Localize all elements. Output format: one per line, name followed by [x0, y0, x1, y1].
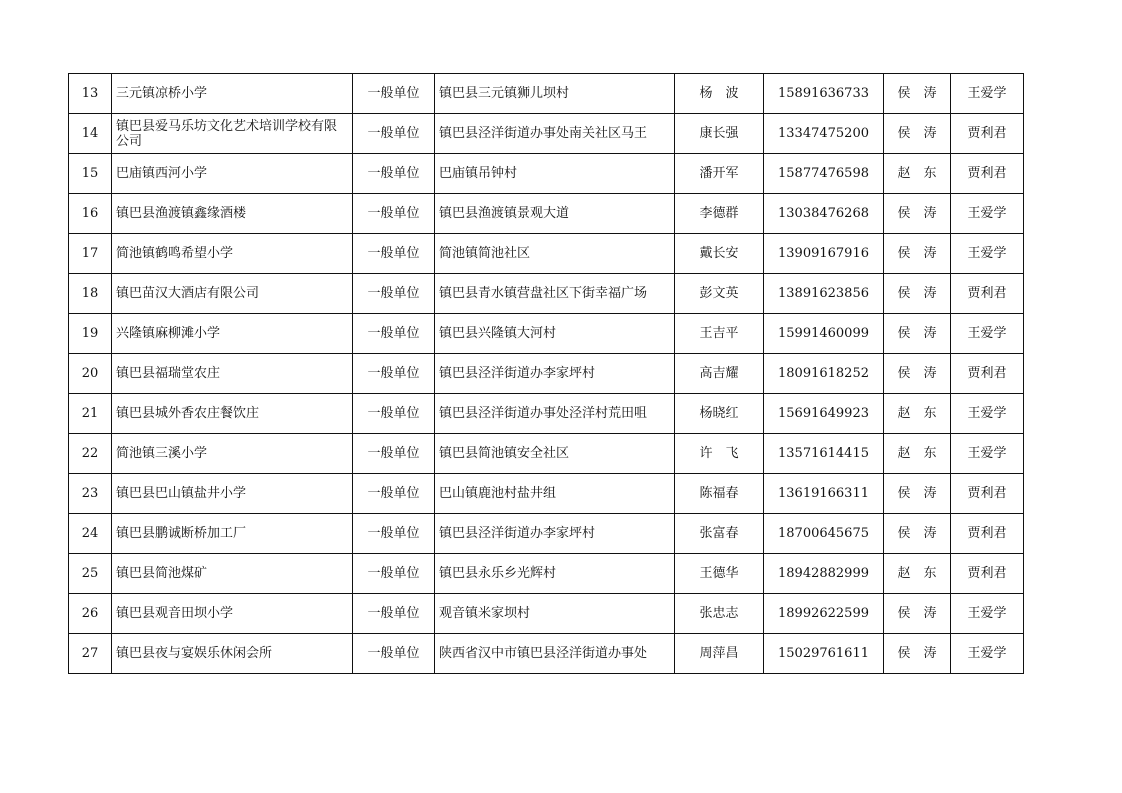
address-cell: 镇巴县泾洋街道办李家坪村	[435, 354, 675, 394]
supervisor-primary-cell: 侯 涛	[884, 514, 951, 554]
supervisor-primary-cell: 侯 涛	[884, 114, 951, 154]
unit-name-cell: 镇巴县巴山镇盐井小学	[112, 474, 353, 514]
phone-cell: 15029761611	[764, 634, 884, 674]
contact-person-cell: 杨 波	[675, 74, 764, 114]
unit-type-cell: 一般单位	[353, 234, 435, 274]
row-number-cell: 18	[69, 274, 112, 314]
supervisor-secondary-cell: 贾利君	[951, 514, 1024, 554]
unit-type-cell: 一般单位	[353, 354, 435, 394]
supervisor-primary-cell: 侯 涛	[884, 274, 951, 314]
address-cell: 观音镇米家坝村	[435, 594, 675, 634]
address-cell: 镇巴县简池镇安全社区	[435, 434, 675, 474]
phone-cell: 13571614415	[764, 434, 884, 474]
contact-person-cell: 高吉耀	[675, 354, 764, 394]
row-number-cell: 27	[69, 634, 112, 674]
row-number-cell: 21	[69, 394, 112, 434]
table-row	[69, 554, 1024, 594]
unit-name-cell: 兴隆镇麻柳滩小学	[112, 314, 353, 354]
phone-cell: 13038476268	[764, 194, 884, 234]
contact-person-cell: 陈福春	[675, 474, 764, 514]
supervisor-primary-cell: 侯 涛	[884, 594, 951, 634]
table-row	[69, 274, 1024, 314]
table-row	[69, 474, 1024, 514]
phone-cell: 13909167916	[764, 234, 884, 274]
address-cell: 镇巴县泾洋街道办事处泾洋村荒田咀	[435, 394, 675, 434]
unit-type-cell: 一般单位	[353, 394, 435, 434]
supervisor-primary-cell: 侯 涛	[884, 634, 951, 674]
table-row	[69, 594, 1024, 634]
supervisor-secondary-cell: 贾利君	[951, 354, 1024, 394]
contact-person-cell: 康长强	[675, 114, 764, 154]
contact-person-cell: 彭文英	[675, 274, 764, 314]
contact-person-cell: 李德群	[675, 194, 764, 234]
supervisor-primary-cell: 侯 涛	[884, 354, 951, 394]
contact-person-cell: 许 飞	[675, 434, 764, 474]
unit-name-cell: 镇巴县夜与宴娱乐休闲会所	[112, 634, 353, 674]
table-row	[69, 154, 1024, 194]
row-number-cell: 20	[69, 354, 112, 394]
row-number-cell: 25	[69, 554, 112, 594]
unit-name-cell: 镇巴苗汉大酒店有限公司	[112, 274, 353, 314]
address-cell: 镇巴县渔渡镇景观大道	[435, 194, 675, 234]
unit-name-cell: 镇巴县观音田坝小学	[112, 594, 353, 634]
row-number-cell: 16	[69, 194, 112, 234]
row-number-cell: 19	[69, 314, 112, 354]
contact-person-cell: 戴长安	[675, 234, 764, 274]
unit-type-cell: 一般单位	[353, 474, 435, 514]
row-number-cell: 22	[69, 434, 112, 474]
row-number-cell: 13	[69, 74, 112, 114]
supervisor-primary-cell: 侯 涛	[884, 474, 951, 514]
address-cell: 镇巴县永乐乡光辉村	[435, 554, 675, 594]
address-cell: 简池镇简池社区	[435, 234, 675, 274]
unit-name-cell: 镇巴县福瑞堂农庄	[112, 354, 353, 394]
address-cell: 镇巴县兴隆镇大河村	[435, 314, 675, 354]
phone-cell: 18942882999	[764, 554, 884, 594]
row-number-cell: 17	[69, 234, 112, 274]
supervisor-primary-cell: 侯 涛	[884, 194, 951, 234]
table-row	[69, 194, 1024, 234]
address-cell: 镇巴县泾洋街道办李家坪村	[435, 514, 675, 554]
contact-person-cell: 杨晓红	[675, 394, 764, 434]
unit-type-cell: 一般单位	[353, 154, 435, 194]
unit-type-cell: 一般单位	[353, 554, 435, 594]
row-number-cell: 23	[69, 474, 112, 514]
table-row	[69, 354, 1024, 394]
address-cell: 陕西省汉中市镇巴县泾洋街道办事处	[435, 634, 675, 674]
supervisor-secondary-cell: 王爱学	[951, 594, 1024, 634]
address-cell: 巴庙镇吊钟村	[435, 154, 675, 194]
unit-type-cell: 一般单位	[353, 594, 435, 634]
unit-name-cell: 镇巴县简池煤矿	[112, 554, 353, 594]
address-cell: 镇巴县泾洋街道办事处南关社区马王	[435, 114, 675, 154]
contact-person-cell: 张富春	[675, 514, 764, 554]
unit-type-cell: 一般单位	[353, 274, 435, 314]
table-row	[69, 114, 1024, 154]
table-row	[69, 74, 1024, 114]
phone-cell: 13347475200	[764, 114, 884, 154]
phone-cell: 18091618252	[764, 354, 884, 394]
unit-list-table	[68, 73, 1024, 674]
unit-name-cell: 镇巴县城外香农庄餐饮庄	[112, 394, 353, 434]
table-row	[69, 434, 1024, 474]
unit-name-cell: 镇巴县爱马乐坊文化艺术培训学校有限公司	[112, 114, 353, 154]
phone-cell: 18700645675	[764, 514, 884, 554]
contact-person-cell: 潘开军	[675, 154, 764, 194]
contact-person-cell: 王吉平	[675, 314, 764, 354]
phone-cell: 15877476598	[764, 154, 884, 194]
unit-type-cell: 一般单位	[353, 114, 435, 154]
phone-cell: 18992622599	[764, 594, 884, 634]
supervisor-primary-cell: 侯 涛	[884, 314, 951, 354]
supervisor-secondary-cell: 贾利君	[951, 274, 1024, 314]
supervisor-secondary-cell: 王爱学	[951, 74, 1024, 114]
supervisor-secondary-cell: 王爱学	[951, 194, 1024, 234]
supervisor-secondary-cell: 贾利君	[951, 554, 1024, 594]
phone-cell: 15891636733	[764, 74, 884, 114]
address-cell: 巴山镇鹿池村盐井组	[435, 474, 675, 514]
supervisor-secondary-cell: 王爱学	[951, 634, 1024, 674]
row-number-cell: 26	[69, 594, 112, 634]
supervisor-primary-cell: 赵 东	[884, 434, 951, 474]
unit-type-cell: 一般单位	[353, 514, 435, 554]
unit-name-cell: 三元镇凉桥小学	[112, 74, 353, 114]
contact-person-cell: 张忠志	[675, 594, 764, 634]
unit-type-cell: 一般单位	[353, 434, 435, 474]
unit-type-cell: 一般单位	[353, 74, 435, 114]
unit-type-cell: 一般单位	[353, 314, 435, 354]
address-cell: 镇巴县青水镇营盘社区下街幸福广场	[435, 274, 675, 314]
row-number-cell: 24	[69, 514, 112, 554]
supervisor-primary-cell: 赵 东	[884, 554, 951, 594]
contact-person-cell: 周萍昌	[675, 634, 764, 674]
unit-name-cell: 镇巴县渔渡镇鑫缘酒楼	[112, 194, 353, 234]
phone-cell: 13619166311	[764, 474, 884, 514]
unit-type-cell: 一般单位	[353, 194, 435, 234]
table-row	[69, 394, 1024, 434]
phone-cell: 13891623856	[764, 274, 884, 314]
table-row	[69, 514, 1024, 554]
unit-name-cell: 简池镇三溪小学	[112, 434, 353, 474]
supervisor-secondary-cell: 王爱学	[951, 314, 1024, 354]
unit-name-cell: 镇巴县鹏诚断桥加工厂	[112, 514, 353, 554]
supervisor-secondary-cell: 贾利君	[951, 114, 1024, 154]
supervisor-primary-cell: 赵 东	[884, 154, 951, 194]
supervisor-secondary-cell: 贾利君	[951, 154, 1024, 194]
phone-cell: 15991460099	[764, 314, 884, 354]
contact-person-cell: 王德华	[675, 554, 764, 594]
address-cell: 镇巴县三元镇狮儿坝村	[435, 74, 675, 114]
phone-cell: 15691649923	[764, 394, 884, 434]
supervisor-secondary-cell: 王爱学	[951, 234, 1024, 274]
table-body	[69, 74, 1024, 674]
unit-name-cell: 巴庙镇西河小学	[112, 154, 353, 194]
unit-type-cell: 一般单位	[353, 634, 435, 674]
supervisor-secondary-cell: 王爱学	[951, 434, 1024, 474]
supervisor-primary-cell: 赵 东	[884, 394, 951, 434]
row-number-cell: 15	[69, 154, 112, 194]
table-row	[69, 234, 1024, 274]
table-row	[69, 634, 1024, 674]
unit-name-cell: 简池镇鹤鸣希望小学	[112, 234, 353, 274]
row-number-cell: 14	[69, 114, 112, 154]
table-row	[69, 314, 1024, 354]
supervisor-secondary-cell: 贾利君	[951, 474, 1024, 514]
supervisor-primary-cell: 侯 涛	[884, 74, 951, 114]
supervisor-primary-cell: 侯 涛	[884, 234, 951, 274]
supervisor-secondary-cell: 王爱学	[951, 394, 1024, 434]
